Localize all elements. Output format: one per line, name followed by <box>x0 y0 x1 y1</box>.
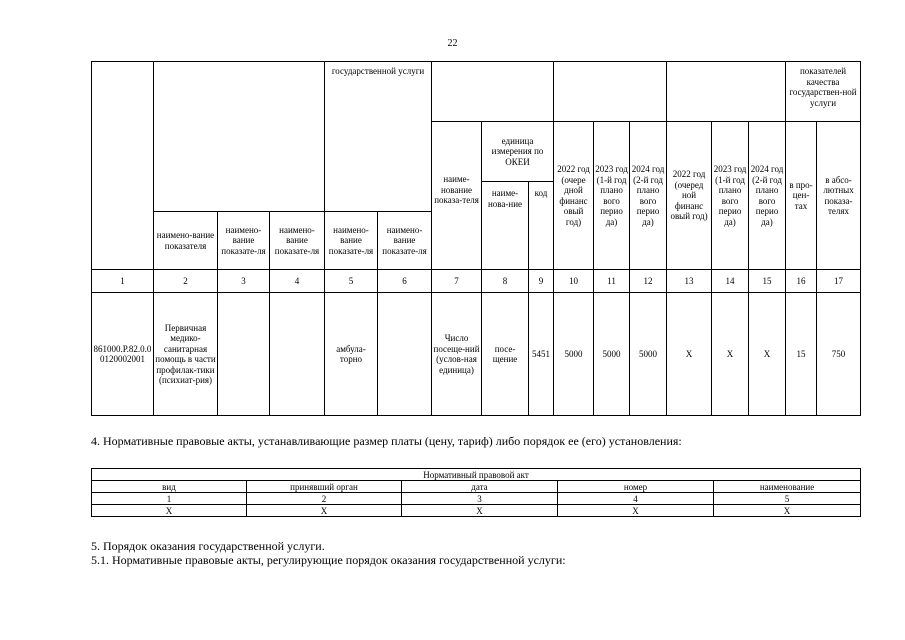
header-year-2022-a: 2022 год (очере дной финанс овый год) <box>554 122 594 270</box>
header-year-2022-b: 2022 год (очеред ной финанс овый год) <box>667 122 712 270</box>
service-volume-table <box>91 61 861 416</box>
sub-header-indicator: наимено-вание показате-ля <box>325 212 378 270</box>
column-number: 14 <box>712 270 749 293</box>
price-2023: Х <box>712 293 749 416</box>
legal-act-title: Нормативный правовой акт <box>92 469 861 481</box>
column-number: 1 <box>92 270 154 293</box>
legal-act-header: принявший орган <box>247 481 402 493</box>
deviation-percent: 15 <box>786 293 817 416</box>
column-number: 3 <box>218 270 270 293</box>
header-service-conditions: государственной услуги <box>325 62 432 212</box>
section-5-heading: 5. Порядок оказания государственной услуги. <box>91 539 325 553</box>
column-number: 8 <box>482 270 529 293</box>
column-number: 10 <box>554 270 594 293</box>
section-5-1-heading: 5.1. Нормативные правовые акты, регулирующие порядок оказания государственной услуги: <box>91 553 566 567</box>
sub-header-indicator: наимено-вание показате-ля <box>378 212 432 270</box>
value-2023: 5000 <box>594 293 630 416</box>
cell-empty <box>218 293 270 416</box>
column-number: 16 <box>786 270 817 293</box>
column-number: 17 <box>817 270 861 293</box>
legal-acts-table <box>91 468 861 517</box>
header-unit-code: код <box>529 182 554 270</box>
column-number: 15 <box>749 270 786 293</box>
column-number: 5 <box>325 270 378 293</box>
cell-empty <box>378 293 432 416</box>
header-cell-indicator <box>432 62 554 122</box>
column-number: 12 <box>630 270 667 293</box>
legal-act-value: Х <box>92 505 247 517</box>
legal-act-header: дата <box>402 481 558 493</box>
legal-act-header: вид <box>92 481 247 493</box>
header-year-2024-b: 2024 год (2-й год плано вого перио да) <box>749 122 786 270</box>
header-unit-name: наиме-нова-ние <box>482 182 529 270</box>
legal-act-header: наименование <box>714 481 861 493</box>
header-absolute: в абсо-лютных показа-телях <box>817 122 861 270</box>
header-cell-values <box>554 62 667 122</box>
column-number: 9 <box>529 270 554 293</box>
column-number: 5 <box>714 493 861 505</box>
header-quality-deviation: показателей качества государствен-ной услуги <box>786 62 861 122</box>
header-unit-group: единица измерения по ОКЕИ <box>482 122 554 182</box>
column-number: 13 <box>667 270 712 293</box>
registry-code: 861000.Р.82.0.00120002001 <box>92 293 154 416</box>
legal-act-value: Х <box>247 505 402 517</box>
legal-act-header: номер <box>558 481 714 493</box>
service-content: Первичная медико-санитарная помощь в части профилак-тики (психиат-рия) <box>154 293 218 416</box>
deviation-absolute: 750 <box>817 293 861 416</box>
sub-header-indicator: наимено-вание показателя <box>154 212 218 270</box>
value-2024: 5000 <box>630 293 667 416</box>
price-2024: Х <box>749 293 786 416</box>
value-2022: 5000 <box>554 293 594 416</box>
column-number: 2 <box>247 493 402 505</box>
indicator-name: Число посеще-ний (услов-ная единица) <box>432 293 482 416</box>
column-number: 4 <box>270 270 325 293</box>
cell-empty <box>270 293 325 416</box>
column-number: 2 <box>154 270 218 293</box>
sub-header-indicator: наимено-вание показате-ля <box>218 212 270 270</box>
column-number: 11 <box>594 270 630 293</box>
unit-code: 5451 <box>529 293 554 416</box>
section-4-heading: 4. Нормативные правовые акты, устанавливающие размер платы (цену, тариф) либо порядок ее (его) установления: <box>91 434 682 448</box>
column-number: 6 <box>378 270 432 293</box>
column-number: 1 <box>92 493 247 505</box>
header-cell-code <box>92 62 154 270</box>
column-number: 3 <box>402 493 558 505</box>
header-cell-content <box>154 62 325 212</box>
header-year-2023-b: 2023 год (1-й год плано вого перио да) <box>712 122 749 270</box>
table-row <box>92 293 861 416</box>
header-percent: в про-цен-тах <box>786 122 817 270</box>
header-cell-payment <box>667 62 786 122</box>
header-year-2023-a: 2023 год (1-й год плано вого перио да) <box>594 122 630 270</box>
header-year-2024-a: 2024 год (2-й год плано вого перио да) <box>630 122 667 270</box>
service-condition: амбула-торно <box>325 293 378 416</box>
column-numbers-row <box>92 270 861 293</box>
column-number: 4 <box>558 493 714 505</box>
page-number: 22 <box>447 38 458 49</box>
legal-act-value: Х <box>558 505 714 517</box>
column-number: 7 <box>432 270 482 293</box>
unit-name: посе-щение <box>482 293 529 416</box>
price-2022: Х <box>667 293 712 416</box>
header-indicator-name: наиме-нование показа-теля <box>432 122 482 270</box>
legal-act-value: Х <box>714 505 861 517</box>
sub-header-indicator: наимено-вание показате-ля <box>270 212 325 270</box>
legal-act-value: Х <box>402 505 558 517</box>
